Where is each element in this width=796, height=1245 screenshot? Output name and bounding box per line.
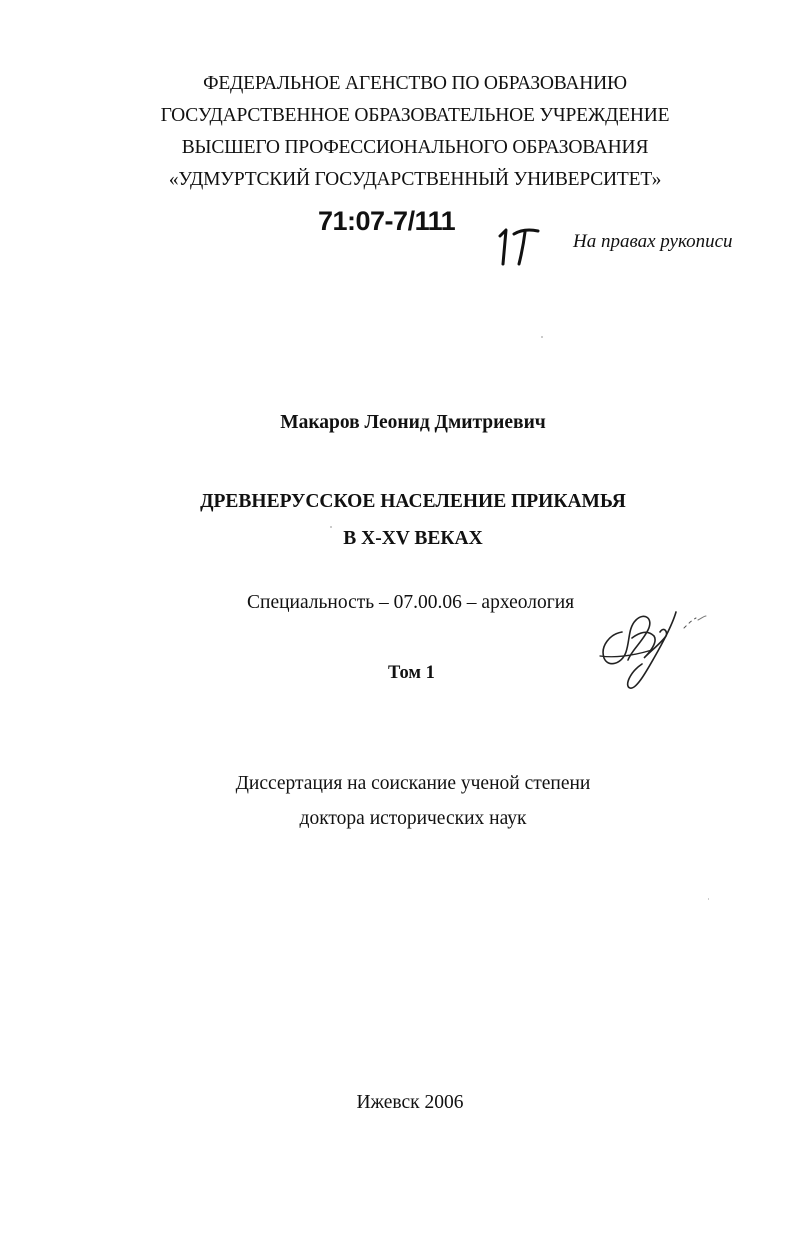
scan-speck — [541, 336, 543, 338]
header-line-institution: ГОСУДАРСТВЕННОЕ ОБРАЗОВАТЕЛЬНОЕ УЧРЕЖДЕНИЕ — [160, 105, 670, 126]
manuscript-rights-note: На правах рукописи — [573, 231, 733, 252]
city-and-year: Ижевск 2006 — [356, 1092, 464, 1113]
volume-label: Том 1 — [388, 663, 435, 683]
header-line-education-level: ВЫСШЕГО ПРОФЕССИОНАЛЬНОГО ОБРАЗОВАНИЯ — [181, 137, 649, 158]
degree-line-1: Диссертация на соискание ученой степени — [235, 773, 591, 794]
degree-statement — [0, 766, 796, 836]
title-line-2: В X-XV ВЕКАХ — [343, 528, 483, 549]
signature-image — [592, 602, 712, 696]
degree-line-2: доктора исторических наук — [299, 808, 527, 829]
author-name: Макаров Леонид Дмитриевич — [280, 412, 546, 433]
dissertation-title — [0, 483, 796, 557]
institution-header — [0, 68, 796, 196]
specialty-line: Специальность – 07.00.06 – археология — [247, 592, 575, 613]
header-line-university: «УДМУРТСКИЙ ГОСУДАРСТВЕННЫЙ УНИВЕРСИТЕТ» — [168, 169, 662, 190]
handwritten-mark — [494, 222, 542, 268]
catalog-number-stamp: 71:07-7/111 — [318, 206, 456, 236]
scan-speck — [708, 898, 709, 900]
scan-speck — [330, 526, 332, 528]
title-line-1: ДРЕВНЕРУССКОЕ НАСЕЛЕНИЕ ПРИКАМЬЯ — [200, 491, 626, 512]
header-line-agency: ФЕДЕРАЛЬНОЕ АГЕНСТВО ПО ОБРАЗОВАНИЮ — [203, 73, 627, 94]
